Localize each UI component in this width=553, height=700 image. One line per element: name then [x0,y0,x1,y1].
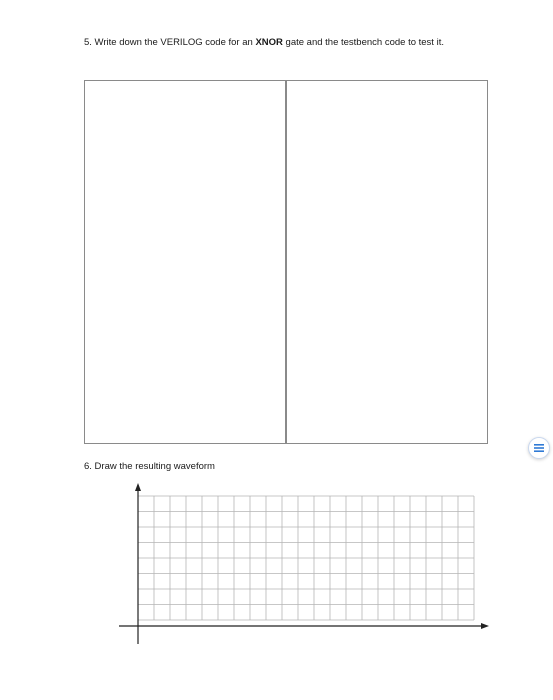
question-6-text: 6. Draw the resulting waveform [84,461,215,472]
y-axis-arrow-icon [135,483,141,491]
grid-lines [138,496,474,620]
question-5-suffix: gate and the testbench code to test it. [282,37,444,48]
x-axis-arrow-icon [481,623,489,629]
question-5-prefix: 5. Write down the VERILOG code for an [84,37,256,48]
question-5-emphasis: XNOR [255,37,283,48]
